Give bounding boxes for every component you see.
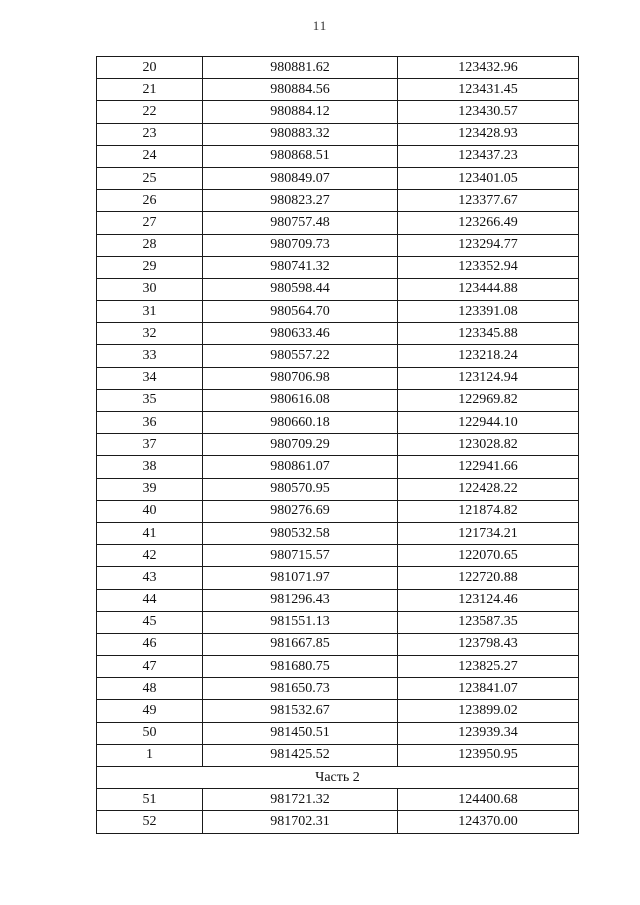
table-row: [97, 123, 579, 145]
point-number-cell: 34: [97, 367, 203, 389]
x-coordinate-cell: 980757.48: [203, 212, 398, 234]
x-coordinate-cell: 980884.12: [203, 101, 398, 123]
x-coordinate-cell: 980276.69: [203, 500, 398, 522]
point-number-cell: 22: [97, 101, 203, 123]
x-coordinate-cell: 981296.43: [203, 589, 398, 611]
y-coordinate-cell: 123294.77: [398, 234, 579, 256]
table-row: [97, 412, 579, 434]
table-row: [97, 212, 579, 234]
point-number-cell: 36: [97, 412, 203, 434]
point-number-cell: 33: [97, 345, 203, 367]
y-coordinate-cell: 123218.24: [398, 345, 579, 367]
point-number-cell: 49: [97, 700, 203, 722]
x-coordinate-cell: 980532.58: [203, 522, 398, 544]
table-row: [97, 633, 579, 655]
y-coordinate-cell: 124370.00: [398, 811, 579, 833]
table-row: [97, 167, 579, 189]
point-number-cell: 25: [97, 167, 203, 189]
x-coordinate-cell: 981071.97: [203, 567, 398, 589]
x-coordinate-cell: 980709.73: [203, 234, 398, 256]
y-coordinate-cell: 123352.94: [398, 256, 579, 278]
table-row: [97, 478, 579, 500]
x-coordinate-cell: 980570.95: [203, 478, 398, 500]
table-row: [97, 389, 579, 411]
point-number-cell: 46: [97, 633, 203, 655]
x-coordinate-cell: 980557.22: [203, 345, 398, 367]
y-coordinate-cell: 123432.96: [398, 57, 579, 79]
point-number-cell: 41: [97, 522, 203, 544]
x-coordinate-cell: 980564.70: [203, 301, 398, 323]
table-row: [97, 789, 579, 811]
y-coordinate-cell: 123841.07: [398, 678, 579, 700]
y-coordinate-cell: 124400.68: [398, 789, 579, 811]
point-number-cell: 20: [97, 57, 203, 79]
section-label: Часть 2: [97, 767, 579, 789]
x-coordinate-cell: 981702.31: [203, 811, 398, 833]
point-number-cell: 37: [97, 434, 203, 456]
x-coordinate-cell: 980849.07: [203, 167, 398, 189]
table-row: [97, 190, 579, 212]
point-number-cell: 24: [97, 145, 203, 167]
x-coordinate-cell: 981450.51: [203, 722, 398, 744]
table-row: [97, 589, 579, 611]
x-coordinate-cell: 980715.57: [203, 545, 398, 567]
y-coordinate-cell: 123825.27: [398, 656, 579, 678]
y-coordinate-cell: 123950.95: [398, 744, 579, 766]
x-coordinate-cell: 980616.08: [203, 389, 398, 411]
point-number-cell: 38: [97, 456, 203, 478]
table-row: [97, 323, 579, 345]
table-row: [97, 345, 579, 367]
x-coordinate-cell: 981532.67: [203, 700, 398, 722]
page-number: 11: [312, 18, 328, 33]
point-number-cell: 48: [97, 678, 203, 700]
point-number-cell: 51: [97, 789, 203, 811]
table-row: [97, 722, 579, 744]
table-row: [97, 456, 579, 478]
table-row: [97, 278, 579, 300]
x-coordinate-cell: 981650.73: [203, 678, 398, 700]
x-coordinate-cell: 980881.62: [203, 57, 398, 79]
x-coordinate-cell: 980884.56: [203, 79, 398, 101]
table-row: [97, 101, 579, 123]
y-coordinate-cell: 122944.10: [398, 412, 579, 434]
y-coordinate-cell: 123401.05: [398, 167, 579, 189]
point-number-cell: 29: [97, 256, 203, 278]
y-coordinate-cell: 123028.82: [398, 434, 579, 456]
x-coordinate-cell: 980706.98: [203, 367, 398, 389]
point-number-cell: 1: [97, 744, 203, 766]
y-coordinate-cell: 123345.88: [398, 323, 579, 345]
table-row: [97, 678, 579, 700]
table-row: [97, 145, 579, 167]
point-number-cell: 44: [97, 589, 203, 611]
x-coordinate-cell: 980660.18: [203, 412, 398, 434]
x-coordinate-cell: 981667.85: [203, 633, 398, 655]
table-row: [97, 656, 579, 678]
point-number-cell: 23: [97, 123, 203, 145]
point-number-cell: 26: [97, 190, 203, 212]
x-coordinate-cell: 980868.51: [203, 145, 398, 167]
table-row: [97, 611, 579, 633]
y-coordinate-cell: 123124.46: [398, 589, 579, 611]
point-number-cell: 21: [97, 79, 203, 101]
y-coordinate-cell: 121874.82: [398, 500, 579, 522]
point-number-cell: 32: [97, 323, 203, 345]
section-row: [97, 767, 579, 789]
point-number-cell: 27: [97, 212, 203, 234]
x-coordinate-cell: 980633.46: [203, 323, 398, 345]
x-coordinate-cell: 981551.13: [203, 611, 398, 633]
table-row: [97, 744, 579, 766]
table-row: [97, 700, 579, 722]
x-coordinate-cell: 980709.29: [203, 434, 398, 456]
x-coordinate-cell: 981721.32: [203, 789, 398, 811]
y-coordinate-cell: 123428.93: [398, 123, 579, 145]
coordinates-table: [96, 56, 579, 834]
table-row: [97, 545, 579, 567]
y-coordinate-cell: 123798.43: [398, 633, 579, 655]
y-coordinate-cell: 123430.57: [398, 101, 579, 123]
point-number-cell: 39: [97, 478, 203, 500]
x-coordinate-cell: 981425.52: [203, 744, 398, 766]
y-coordinate-cell: 122070.65: [398, 545, 579, 567]
y-coordinate-cell: 121734.21: [398, 522, 579, 544]
table-row: [97, 500, 579, 522]
y-coordinate-cell: 123444.88: [398, 278, 579, 300]
table-row: [97, 79, 579, 101]
point-number-cell: 30: [97, 278, 203, 300]
y-coordinate-cell: 123939.34: [398, 722, 579, 744]
table-row: [97, 301, 579, 323]
table-row: [97, 57, 579, 79]
table-row: [97, 567, 579, 589]
y-coordinate-cell: 122941.66: [398, 456, 579, 478]
y-coordinate-cell: 123437.23: [398, 145, 579, 167]
table-row: [97, 367, 579, 389]
x-coordinate-cell: 981680.75: [203, 656, 398, 678]
y-coordinate-cell: 123587.35: [398, 611, 579, 633]
coordinates-table-body: [97, 57, 579, 834]
table-row: [97, 811, 579, 833]
point-number-cell: 50: [97, 722, 203, 744]
y-coordinate-cell: 123391.08: [398, 301, 579, 323]
x-coordinate-cell: 980861.07: [203, 456, 398, 478]
point-number-cell: 28: [97, 234, 203, 256]
point-number-cell: 43: [97, 567, 203, 589]
point-number-cell: 47: [97, 656, 203, 678]
x-coordinate-cell: 980883.32: [203, 123, 398, 145]
y-coordinate-cell: 123124.94: [398, 367, 579, 389]
point-number-cell: 40: [97, 500, 203, 522]
point-number-cell: 35: [97, 389, 203, 411]
table-row: [97, 234, 579, 256]
point-number-cell: 52: [97, 811, 203, 833]
y-coordinate-cell: 122428.22: [398, 478, 579, 500]
point-number-cell: 42: [97, 545, 203, 567]
y-coordinate-cell: 122720.88: [398, 567, 579, 589]
y-coordinate-cell: 123431.45: [398, 79, 579, 101]
y-coordinate-cell: 123266.49: [398, 212, 579, 234]
x-coordinate-cell: 980598.44: [203, 278, 398, 300]
x-coordinate-cell: 980741.32: [203, 256, 398, 278]
y-coordinate-cell: 123899.02: [398, 700, 579, 722]
y-coordinate-cell: 123377.67: [398, 190, 579, 212]
table-row: [97, 434, 579, 456]
table-row: [97, 522, 579, 544]
point-number-cell: 45: [97, 611, 203, 633]
table-row: [97, 256, 579, 278]
point-number-cell: 31: [97, 301, 203, 323]
x-coordinate-cell: 980823.27: [203, 190, 398, 212]
y-coordinate-cell: 122969.82: [398, 389, 579, 411]
